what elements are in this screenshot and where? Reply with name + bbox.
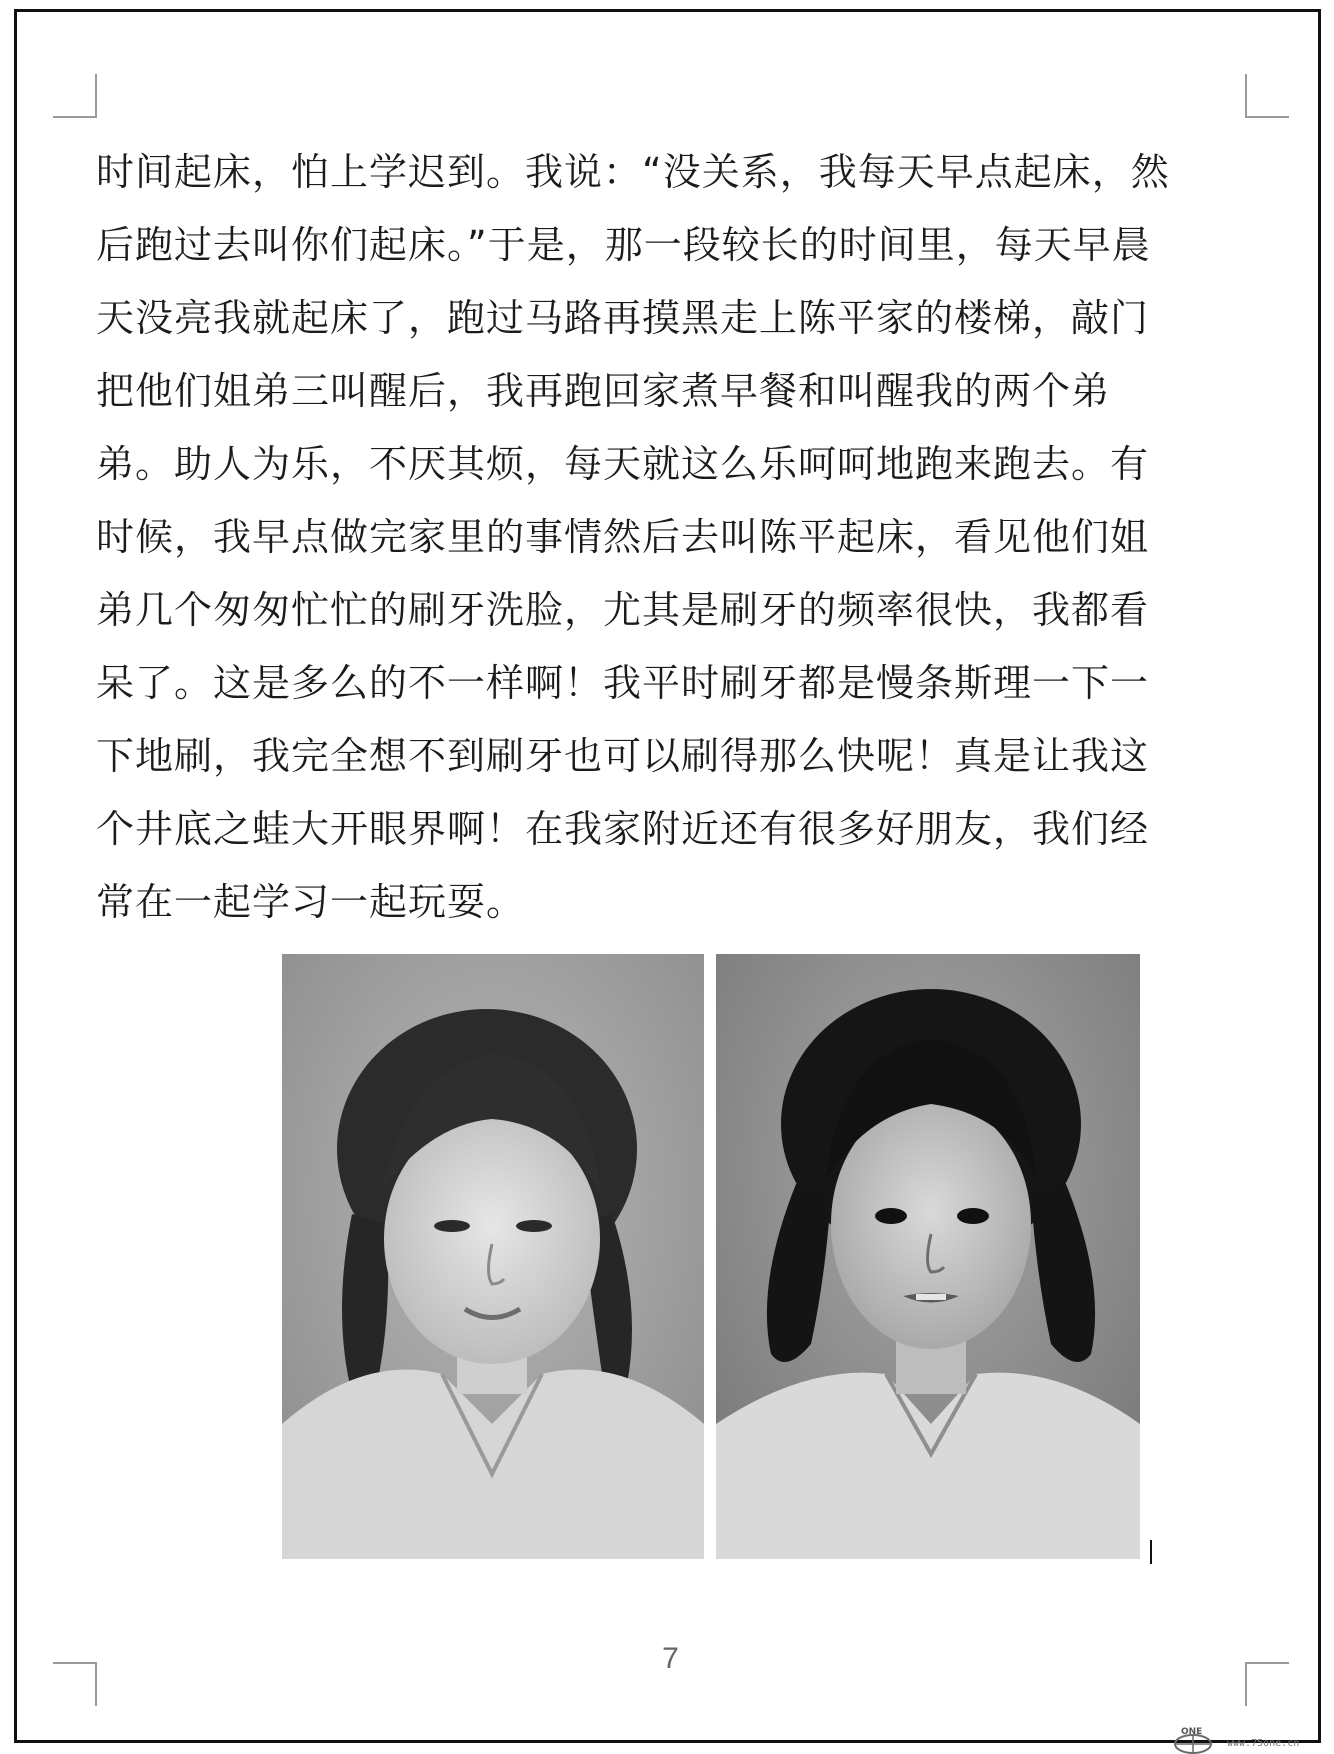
watermark-logo-text: ONE (1181, 1727, 1203, 1737)
site-watermark (1159, 1724, 1334, 1754)
text-cursor-mark (1150, 1540, 1152, 1564)
crop-mark-top-right-v (1245, 74, 1247, 118)
crop-mark-top-left-v (95, 74, 97, 118)
portrait-photo-left (282, 954, 704, 1559)
crop-mark-top-left-h (53, 116, 97, 118)
watermark-logo-icon (1159, 1724, 1223, 1754)
crop-mark-top-right-h (1245, 116, 1289, 118)
document-page (14, 9, 1321, 1749)
page-number: 7 (662, 1642, 679, 1675)
body-paragraph: 时间起床，怕上学迟到。我说：“没关系，我每天早点起床，然 后跑过去叫你们起床。”于是，那一段较长的时间里，每天早晨 天没亮我就起床了，跑过马路再摸黑走上陈平家的楼梯，敲门 把他们姐弟三叫醒后，我再跑回家煮早餐和叫醒我的两个弟 弟。助人为乐，不厌其烦，每天就这么乐呵呵地跑来跑去。有 时候，我早点做完家里的事情然后去叫陈平起床，看见他们姐 弟几个匆匆忙忙的刷牙洗脸，尤其是刷牙的频率很快，我都看 呆了。这是多么的不一样啊！我平时刷牙都是慢条斯理一下一 下地刷，我完全想不到刷牙也可以刷得那么快呢！真是让我这 个井底之蛙大开眼界啊！在我家附近还有很多好朋友，我们经 常在一起学习一起玩耍。 (96, 150, 1170, 924)
portrait-photo-right (716, 954, 1140, 1559)
watermark-url: www.75one.cn (1227, 1738, 1300, 1749)
